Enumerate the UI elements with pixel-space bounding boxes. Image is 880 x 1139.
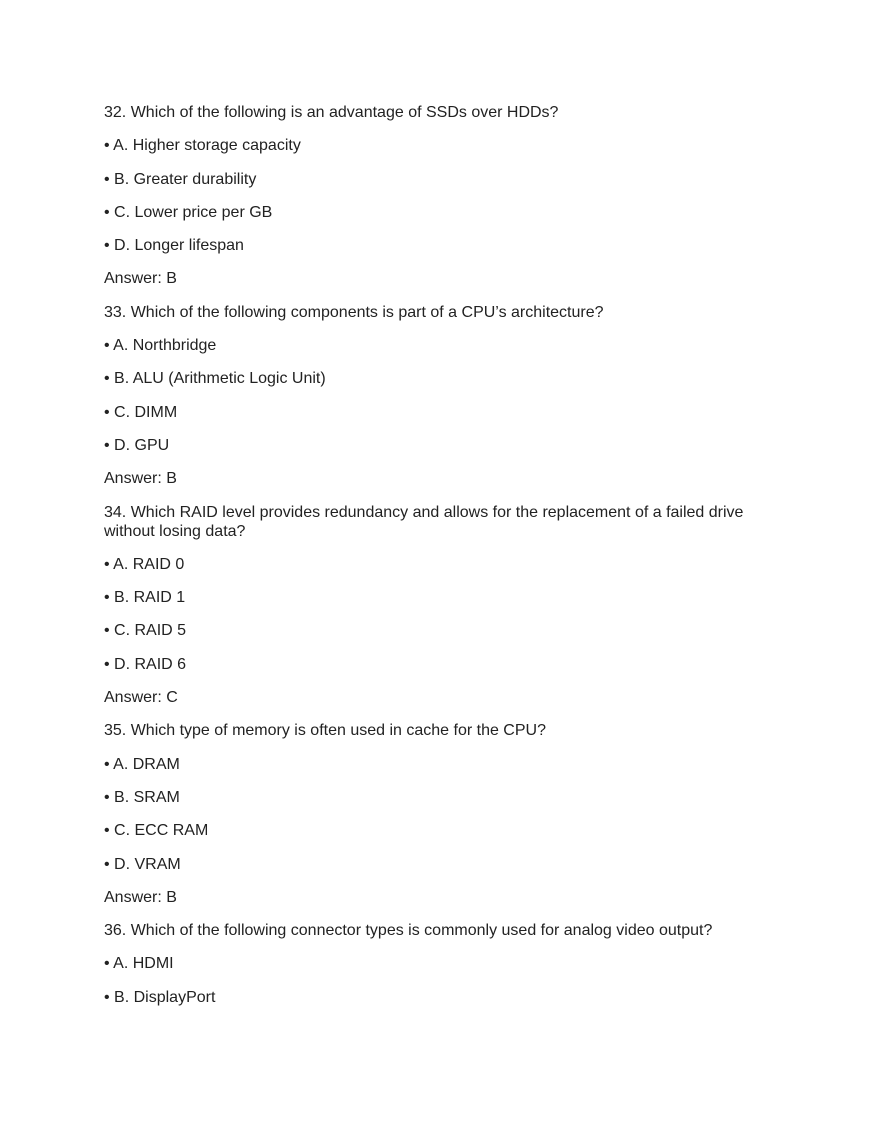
answer-option: • B. Greater durability bbox=[104, 170, 257, 188]
answer-key: Answer: C bbox=[104, 689, 178, 707]
question-text: 36. Which of the following connector types is commonly used for analog video output? bbox=[104, 922, 713, 940]
answer-option: • C. DIMM bbox=[104, 403, 178, 421]
answer-option: • A. Higher storage capacity bbox=[104, 137, 301, 155]
answer-key: Answer: B bbox=[104, 888, 177, 906]
question-text: 35. Which type of memory is often used in cache for the CPU? bbox=[104, 722, 546, 740]
answer-option: • A. Northbridge bbox=[104, 337, 217, 355]
answer-option: • B. SRAM bbox=[104, 788, 180, 806]
answer-option: • A. HDMI bbox=[104, 955, 174, 973]
answer-option: • C. RAID 5 bbox=[104, 622, 187, 640]
answer-option: • D. VRAM bbox=[104, 855, 181, 873]
answer-option: • B. DisplayPort bbox=[104, 988, 216, 1006]
document-page bbox=[104, 103, 764, 1021]
answer-key: Answer: B bbox=[104, 470, 177, 488]
answer-option: • B. RAID 1 bbox=[104, 589, 186, 607]
answer-option: • A. DRAM bbox=[104, 755, 180, 773]
answer-option: • D. GPU bbox=[104, 436, 170, 454]
answer-option: • C. ECC RAM bbox=[104, 822, 209, 840]
question-text: 34. Which RAID level provides redundancy and allows for the replacement of a failed drive without losing data? bbox=[104, 503, 744, 540]
answer-option: • D. Longer lifespan bbox=[104, 237, 244, 255]
answer-option: • C. Lower price per GB bbox=[104, 203, 273, 221]
question-text: 32. Which of the following is an advantage of SSDs over HDDs? bbox=[104, 104, 559, 121]
answer-option: • B. ALU (Arithmetic Logic Unit) bbox=[104, 370, 326, 388]
answer-key: Answer: B bbox=[104, 270, 177, 288]
answer-option: • D. RAID 6 bbox=[104, 655, 187, 673]
question-text: 33. Which of the following components is part of a CPU’s architecture? bbox=[104, 303, 604, 321]
answer-option: • A. RAID 0 bbox=[104, 555, 185, 573]
